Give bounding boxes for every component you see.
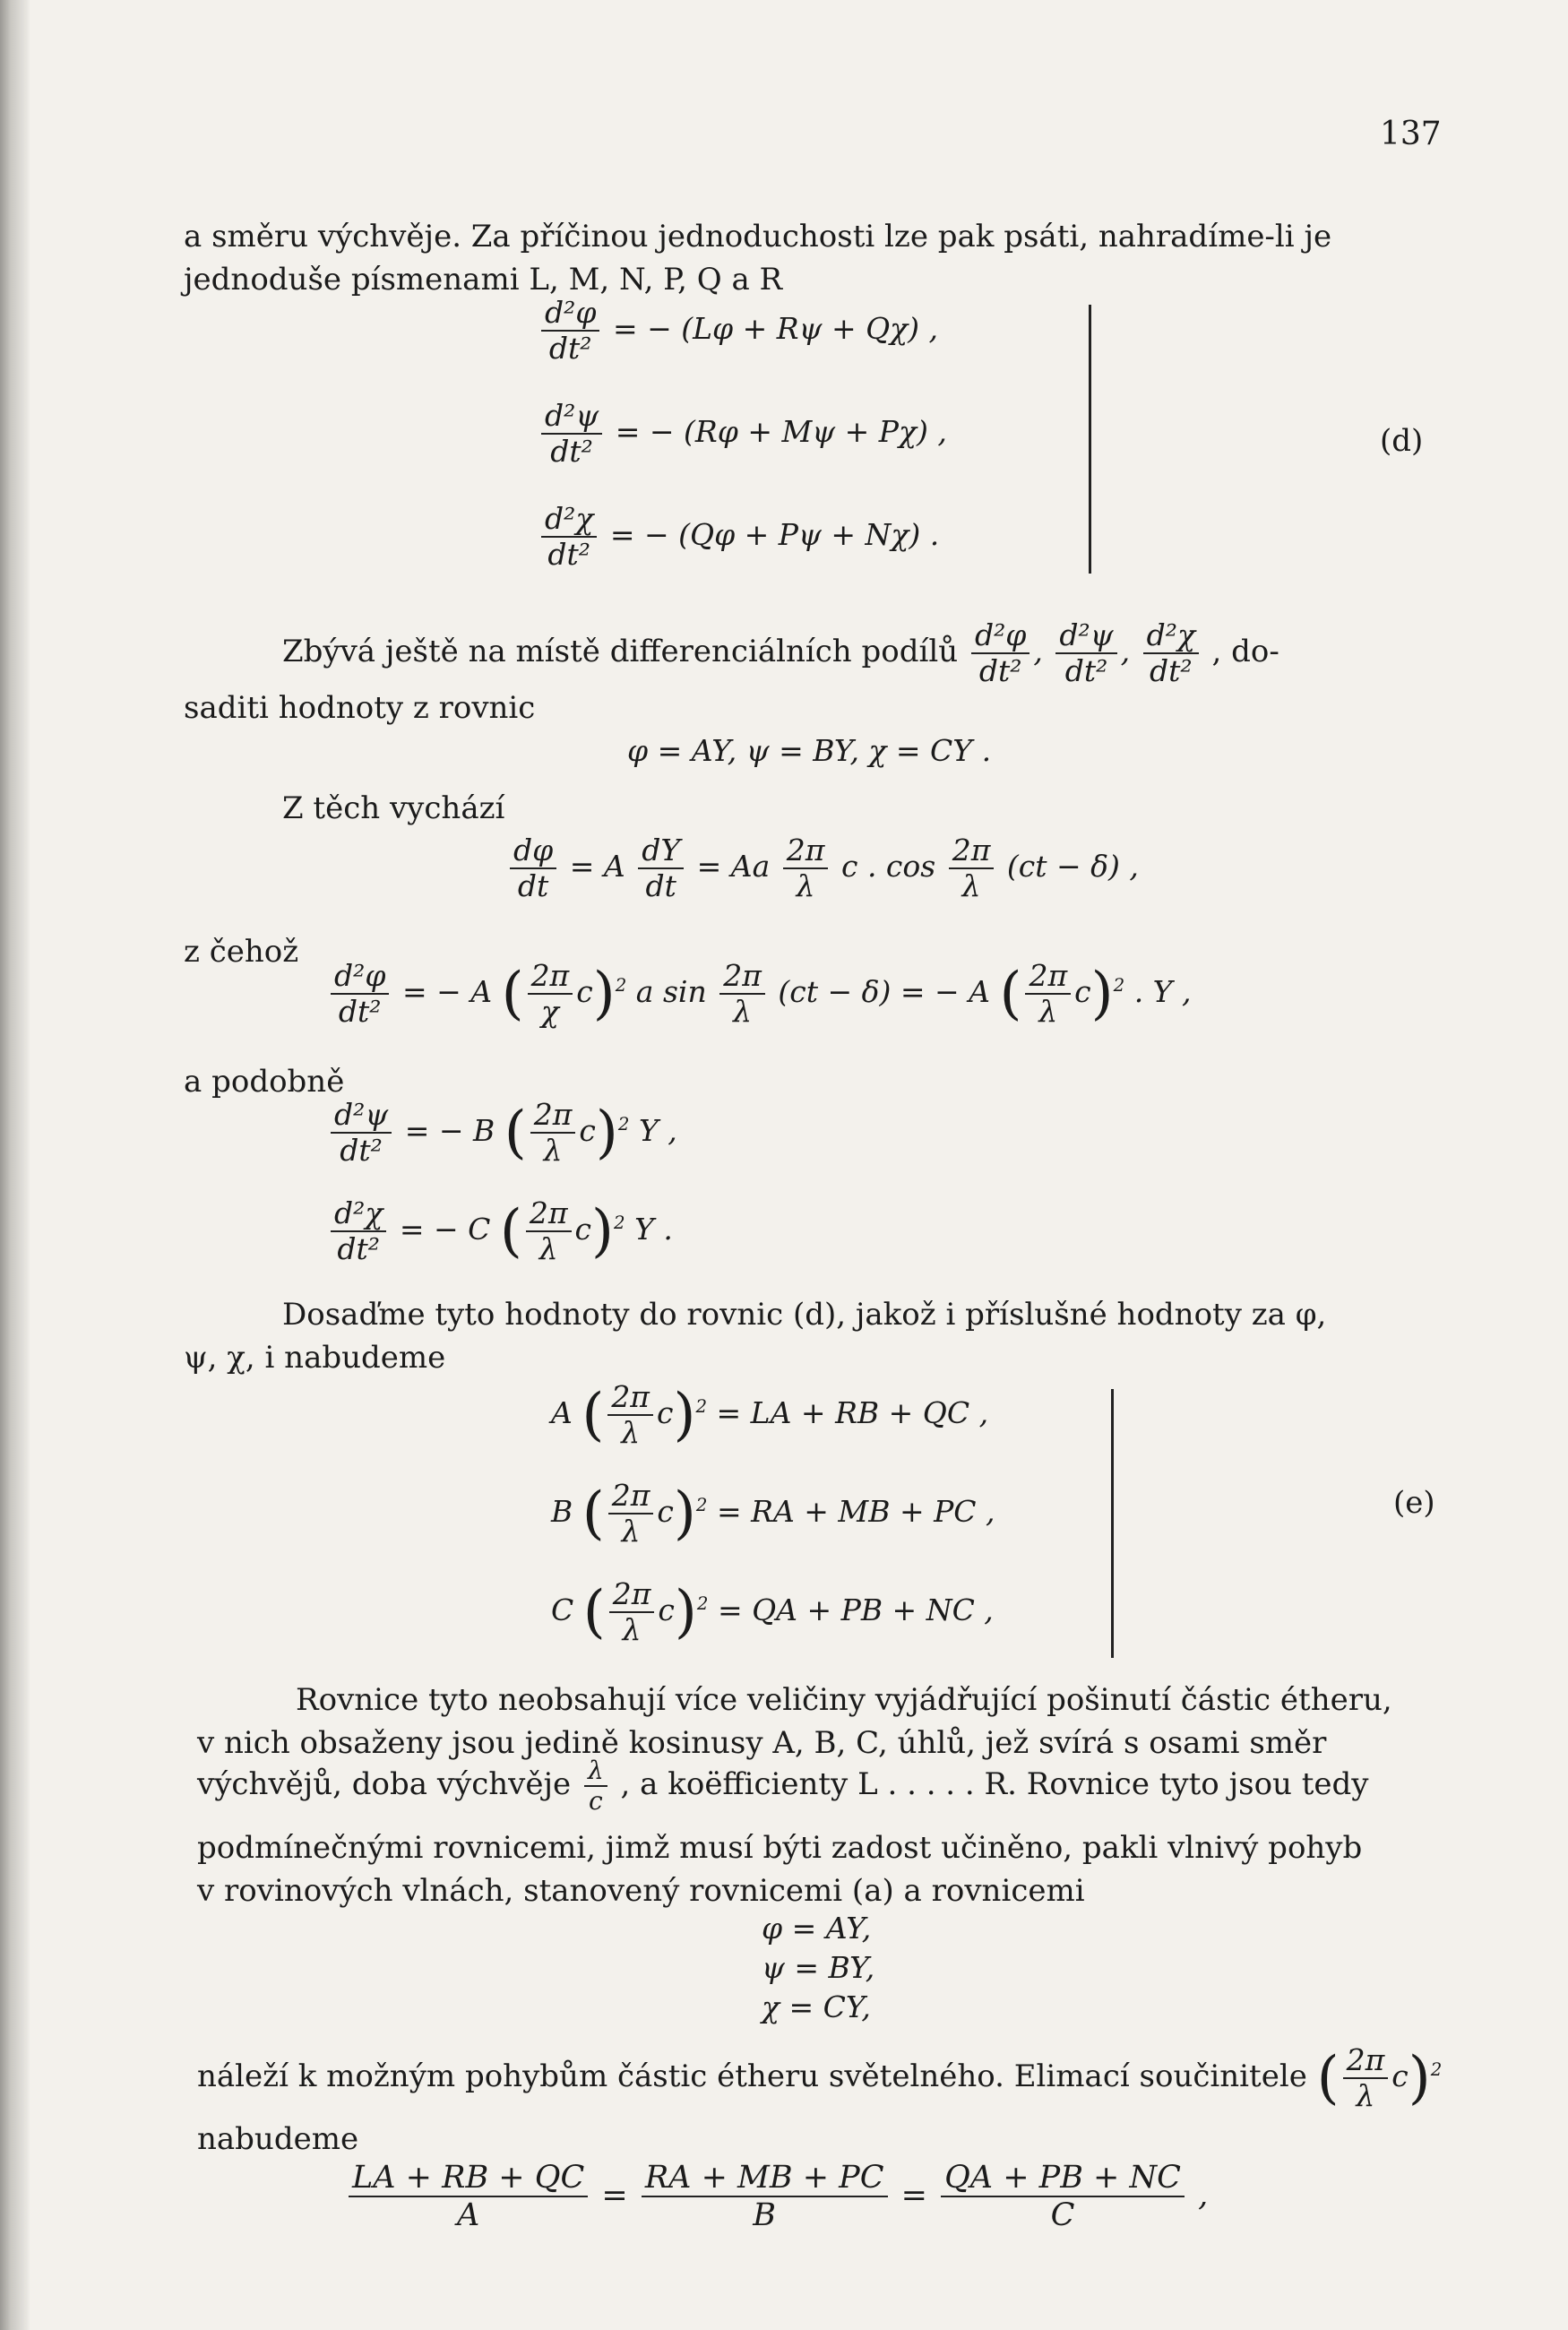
- equation-d2: $\frac{\text{d²ψ}}{\text{dt²}}$ = − (Rφ + Mψ + Pχ) ,: [538, 399, 947, 469]
- equation-e1: A ( $\frac{2\pi}{\lambda}$ c)$^2$ = LA + RB + QC ,: [551, 1379, 989, 1450]
- paragraph-line: a podobně: [184, 1064, 345, 1100]
- brace-right: [1089, 305, 1091, 574]
- paragraph-line: saditi hodnoty z rovnic: [184, 690, 536, 726]
- paragraph-line: z čehož: [184, 934, 299, 970]
- paragraph-line: nabudeme: [197, 2121, 359, 2157]
- paragraph-line: a směru výchvěje. Za příčinou jednoduchosti lze pak psáti, nahradíme-li je: [184, 219, 1332, 255]
- paragraph-line: výchvějů, doba výchvěje $\frac{\lambda}{c}$ , a koëfficienty L . . . . . R. Rovnice tyto jsou tedy: [197, 1756, 1369, 1817]
- paragraph-line: podmínečnými rovnicemi, jimž musí býti zadost učiněno, pakli vlnivý pohyb: [197, 1830, 1363, 1866]
- paragraph-line: jednoduše písmenami L, M, N, P, Q a R: [184, 262, 783, 298]
- equation-d2chi: $\frac{\text{d²χ}}{\text{dt²}}$ = − C ( $\frac{2\pi}{\lambda}$ c)$^2$ Y .: [327, 1196, 673, 1266]
- equation-label: (d): [1380, 423, 1424, 459]
- equation-d2phi: $\frac{\text{d²φ}}{\text{dt²}}$ = − A ( $\frac{2\pi}{\chi}$ c)$^2$ a sin $\frac{2\pi}{\lambda}$ (ct − δ) = − A ( $\frac{2\pi}{\lambda}$ c)$^2$ . Y ,: [327, 959, 1191, 1029]
- brace-right: [1111, 1389, 1114, 1658]
- equation-d1: $\frac{\text{d²φ}}{\text{dt²}}$ = − (Lφ + Rψ + Qχ) ,: [538, 296, 938, 366]
- paragraph-line: v rovinových vlnách, stanovený rovnicemi (a) a rovnicemi: [197, 1873, 1085, 1909]
- equation-e3: C ( $\frac{2\pi}{\lambda}$ c)$^2$ = QA + PB + NC ,: [551, 1576, 994, 1647]
- equation-final: $\frac{LA + RB + QC}{A}$ = $\frac{RA + MB + PC}{B}$ = $\frac{QA + PB + NC}{C}$ ,: [345, 2160, 1208, 2234]
- equation-list: φ = AY, ψ = BY, χ = CY,: [762, 1911, 875, 2024]
- equation-dphi: $\frac{d\varphi}{dt}$ = A $\frac{dY}{dt}$ = Aa $\frac{2\pi}{\lambda}$ c . cos $\frac{2\pi}{\lambda}$ (ct − δ) ,: [506, 833, 1139, 903]
- equation-e2: B ( $\frac{2\pi}{\lambda}$ c)$^2$ = RA + MB + PC ,: [551, 1478, 995, 1549]
- paragraph-line: náleží k možným pohybům částic étheru světelného. Elimací součinitele ( $\frac{2\pi}{\lambda}$ c)$^2$: [197, 2042, 1443, 2113]
- equation-d2psi: $\frac{\text{d²ψ}}{\text{dt²}}$ = − B ( $\frac{2\pi}{\lambda}$ c)$^2$ Y ,: [327, 1098, 677, 1168]
- page-edge-shadow: [0, 0, 30, 2330]
- paragraph-line: Rovnice tyto neobsahují více veličiny vyjádřující pošinutí částic étheru,: [296, 1682, 1392, 1718]
- page-number: 137: [1380, 116, 1442, 152]
- equation-phi-psi-chi: φ = AY, ψ = BY, χ = CY .: [627, 733, 992, 768]
- paragraph-line: Dosaďme tyto hodnoty do rovnic (d), jakož i příslušné hodnoty za φ,: [282, 1297, 1327, 1333]
- paragraph-line: v nich obsaženy jsou jedině kosinusy A, B, C, úhlů, jež svírá s osami směr: [197, 1725, 1327, 1761]
- equation-label: (e): [1393, 1485, 1435, 1521]
- paragraph-line: ψ, χ, i nabudeme: [184, 1340, 446, 1376]
- paragraph-line: Z těch vychází: [282, 790, 505, 826]
- paragraph-line: Zbývá ještě na místě differenciálních podílů $\frac{\text{d²φ}}{\text{dt²}}$ , $\frac{\text{d²ψ}}{\text{dt²}}$ , $\frac{\text{d²χ}}{\text{dt²}}$ , do-: [282, 617, 1279, 688]
- equation-d3: $\frac{\text{d²χ}}{\text{dt²}}$ = − (Qφ + Pψ + Nχ) .: [538, 502, 939, 572]
